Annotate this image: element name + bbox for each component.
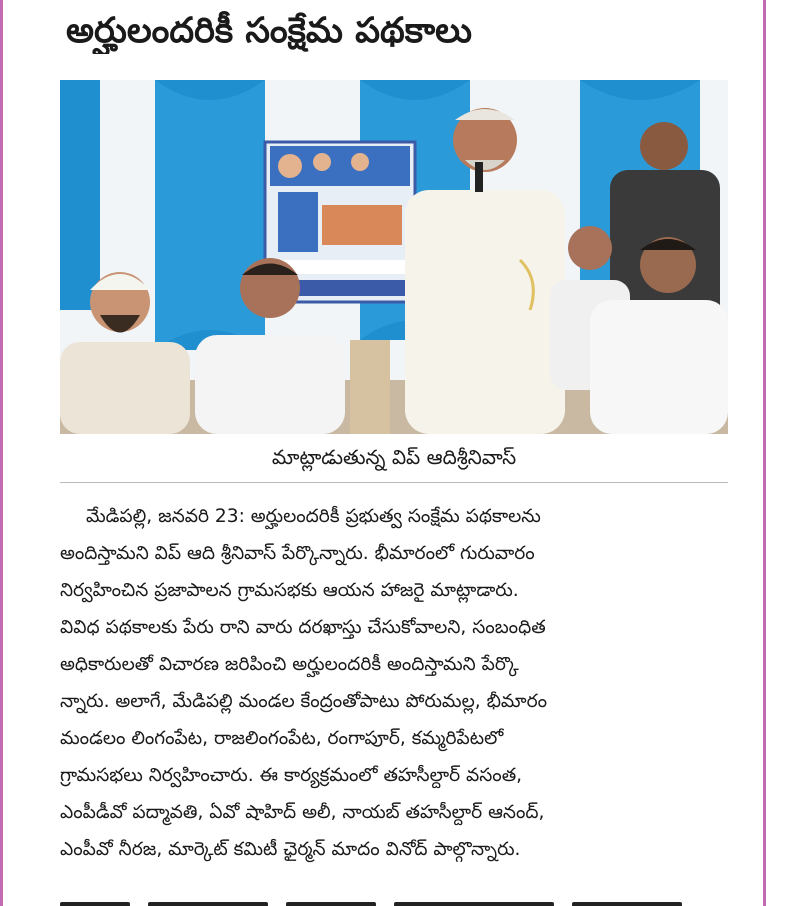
page-border-left [0, 0, 3, 906]
body-line: అధికారులతో విచారణ జరిపించి అర్హులందరికీ అందిస్తామని పేర్కొ [60, 654, 519, 675]
body-line: ఎంపీవో నీరజ, మార్కెట్ కమిటీ ఛైర్మన్ మాదం వినోద్ పాల్గొన్నారు. [60, 839, 521, 860]
caption-divider [60, 482, 728, 483]
page-border-right [763, 0, 766, 906]
body-line: అందిస్తామని విప్ ఆది శ్రీనివాస్ పేర్కొన్నారు. భీమారంలో గురువారం [60, 543, 535, 564]
body-line: నిర్వహించిన ప్రజాపాలన గ్రామసభకు ఆయన హాజరై మాట్లాడారు. [60, 580, 519, 601]
body-line: గ్రామసభలు నిర్వహించారు. ఈ కార్యక్రమంలో తహసీల్దార్ వసంత, [60, 765, 523, 786]
body-line: ఎంపీడీవో పద్మావతి, ఏవో షాహిద్ అలీ, నాయబ్ తహసీల్దార్ ఆనంద్, [60, 802, 545, 823]
article-photo [60, 80, 728, 434]
body-line: వివిధ పథకాలకు పేరు రాని వారు దరఖాస్తు చేసుకోవాలని, సంబంధిత [60, 617, 546, 638]
body-line: న్నారు. అలాగే, మేడిపల్లి మండల కేంద్రంతోపాటు పోరుమల్ల, భీమారం [60, 691, 548, 712]
body-line: మండలం లింగంపేట, రాజలింగంపేట, రంగాపూర్, కమ్మరిపేటలో [60, 728, 504, 749]
cutoff-next-article [60, 892, 728, 906]
article-headline: అర్హులందరికీ సంక్షేమ పథకాలు [66, 11, 473, 51]
body-line: మేడిపల్లి, జనవరి 23: అర్హులందరికీ ప్రభుత్వ సంక్షేమ పథకాలను [86, 506, 541, 527]
photo-caption: మాట్లాడుతున్న విప్ ఆదిశ్రీనివాస్ [271, 445, 517, 469]
article-body [60, 498, 732, 868]
